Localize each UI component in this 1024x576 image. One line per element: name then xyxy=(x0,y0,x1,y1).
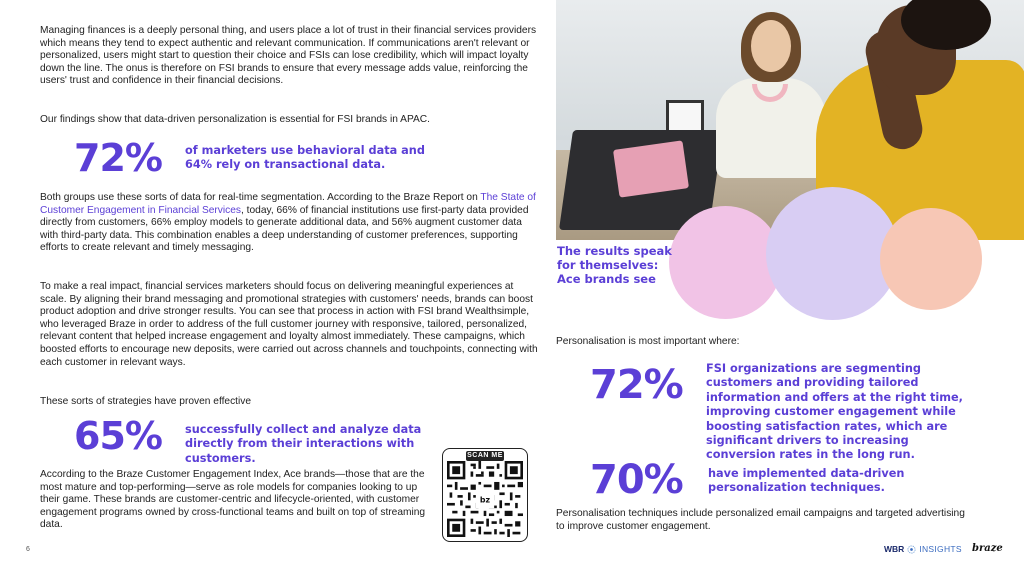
most-important-line: Personalisation is most important where: xyxy=(556,336,740,347)
scan-me-label: SCAN ME xyxy=(467,452,503,459)
stat-72-behavioral-value: 72% xyxy=(74,136,162,180)
photo-woman-face xyxy=(751,20,791,72)
braze-logo: braze xyxy=(972,543,1003,554)
techniques-line: Personalisation techniques include personalized email campaigns and targeted advertising to improve customer engagement. xyxy=(556,508,965,532)
segmentation-text-after: , today, 66% of financial institutions use first-party data provided directly from customers, 66% employ models to generate additional data, and 56% augment customer data with third-party data. This combination enables a deep understanding of customer preferences, supporting efforts to create relevant and timely messaging. xyxy=(40,204,529,254)
segmentation-paragraph xyxy=(40,192,540,255)
stat-65-text: successfully collect and analyze data directly from their interactions with customers. xyxy=(185,423,422,465)
wbr-insights-logo xyxy=(884,543,962,555)
wbr-burst-icon xyxy=(907,545,916,554)
qr-code-icon xyxy=(447,461,523,537)
stat-65-value: 65% xyxy=(74,414,162,458)
photo-tablet xyxy=(613,140,689,197)
insights-logo-text: INSIGHTS xyxy=(919,544,962,554)
findings-line: Our findings show that data-driven personalization is essential for FSI brands in APAC. xyxy=(40,114,430,125)
impact-paragraph: To make a real impact, financial services marketers should focus on delivering meaningful experiences at scale. By aligning their brand messaging and promotional strategies with customers' needs, brands can boost product adoption and drive stronger results. You can see that process in action with FSI brand Wealthsimple, who leveraged Braze in order to address of the full customer journey with responsive, tailored, personalized, relevant content that helped increase engagement and loyalty almost immediately. These campaigns, which boosted efforts to encourage new deposits, were carried out across channels and touchpoints, connecting with each customer in relevant ways. xyxy=(40,281,538,368)
svg-text:bz: bz xyxy=(479,495,491,505)
stat-72-segmenting-value: 72% xyxy=(590,362,683,408)
circle-peach xyxy=(880,208,982,310)
intro-paragraph: Managing finances is a deeply personal thing, and users place a lot of trust in their financial services providers which means they tend to expect authentic and relevant communication. If communications aren't relevant or personalized, users might start to question their choice and FSIs can lose credibility, which will impact loyalty down the line. The onus is therefore on FSI brands to ensure that every message adds value, reinforcing the users' trust and confidence in their financial decisions. xyxy=(40,25,537,87)
state-of-engagement-report-link[interactable]: The State of Customer Engagement in Financial Services xyxy=(40,192,536,216)
wbr-logo-text: WBR xyxy=(884,544,905,554)
circle-pink xyxy=(669,206,782,319)
page-number: 6 xyxy=(26,546,30,553)
stat-70-text: have implemented data-driven personalization techniques. xyxy=(708,467,905,495)
proven-line: These sorts of strategies have proven effective xyxy=(40,396,252,407)
circle-lavender xyxy=(766,187,899,320)
stat-72-segmenting-text: FSI organizations are segmenting customers and providing tailored information and offers at the right time, improving customer engagement while boosting satisfaction rates, which are significant drivers to increasing conversion rates in the long run. xyxy=(706,362,963,462)
index-paragraph: According to the Braze Customer Engagement Index, Ace brands—those that are the most mature and top-performing—serve as role models for companies looking to up their game. These brands are customer-centric and lifecycle-oriented, with customer engagement programs owned by cross-functional teams and built on top of streaming data. xyxy=(40,469,426,531)
segmentation-text-before: Both groups use these sorts of data for real-time segmentation. According to the Braze Report on xyxy=(40,192,481,203)
qr-code-frame[interactable] xyxy=(442,448,528,542)
stat-72-behavioral-text: of marketers use behavioral data and 64% rely on transactional data. xyxy=(185,144,425,172)
results-callout: The results speak for themselves: Ace brands see xyxy=(557,244,672,287)
stat-70-value: 70% xyxy=(590,457,683,503)
